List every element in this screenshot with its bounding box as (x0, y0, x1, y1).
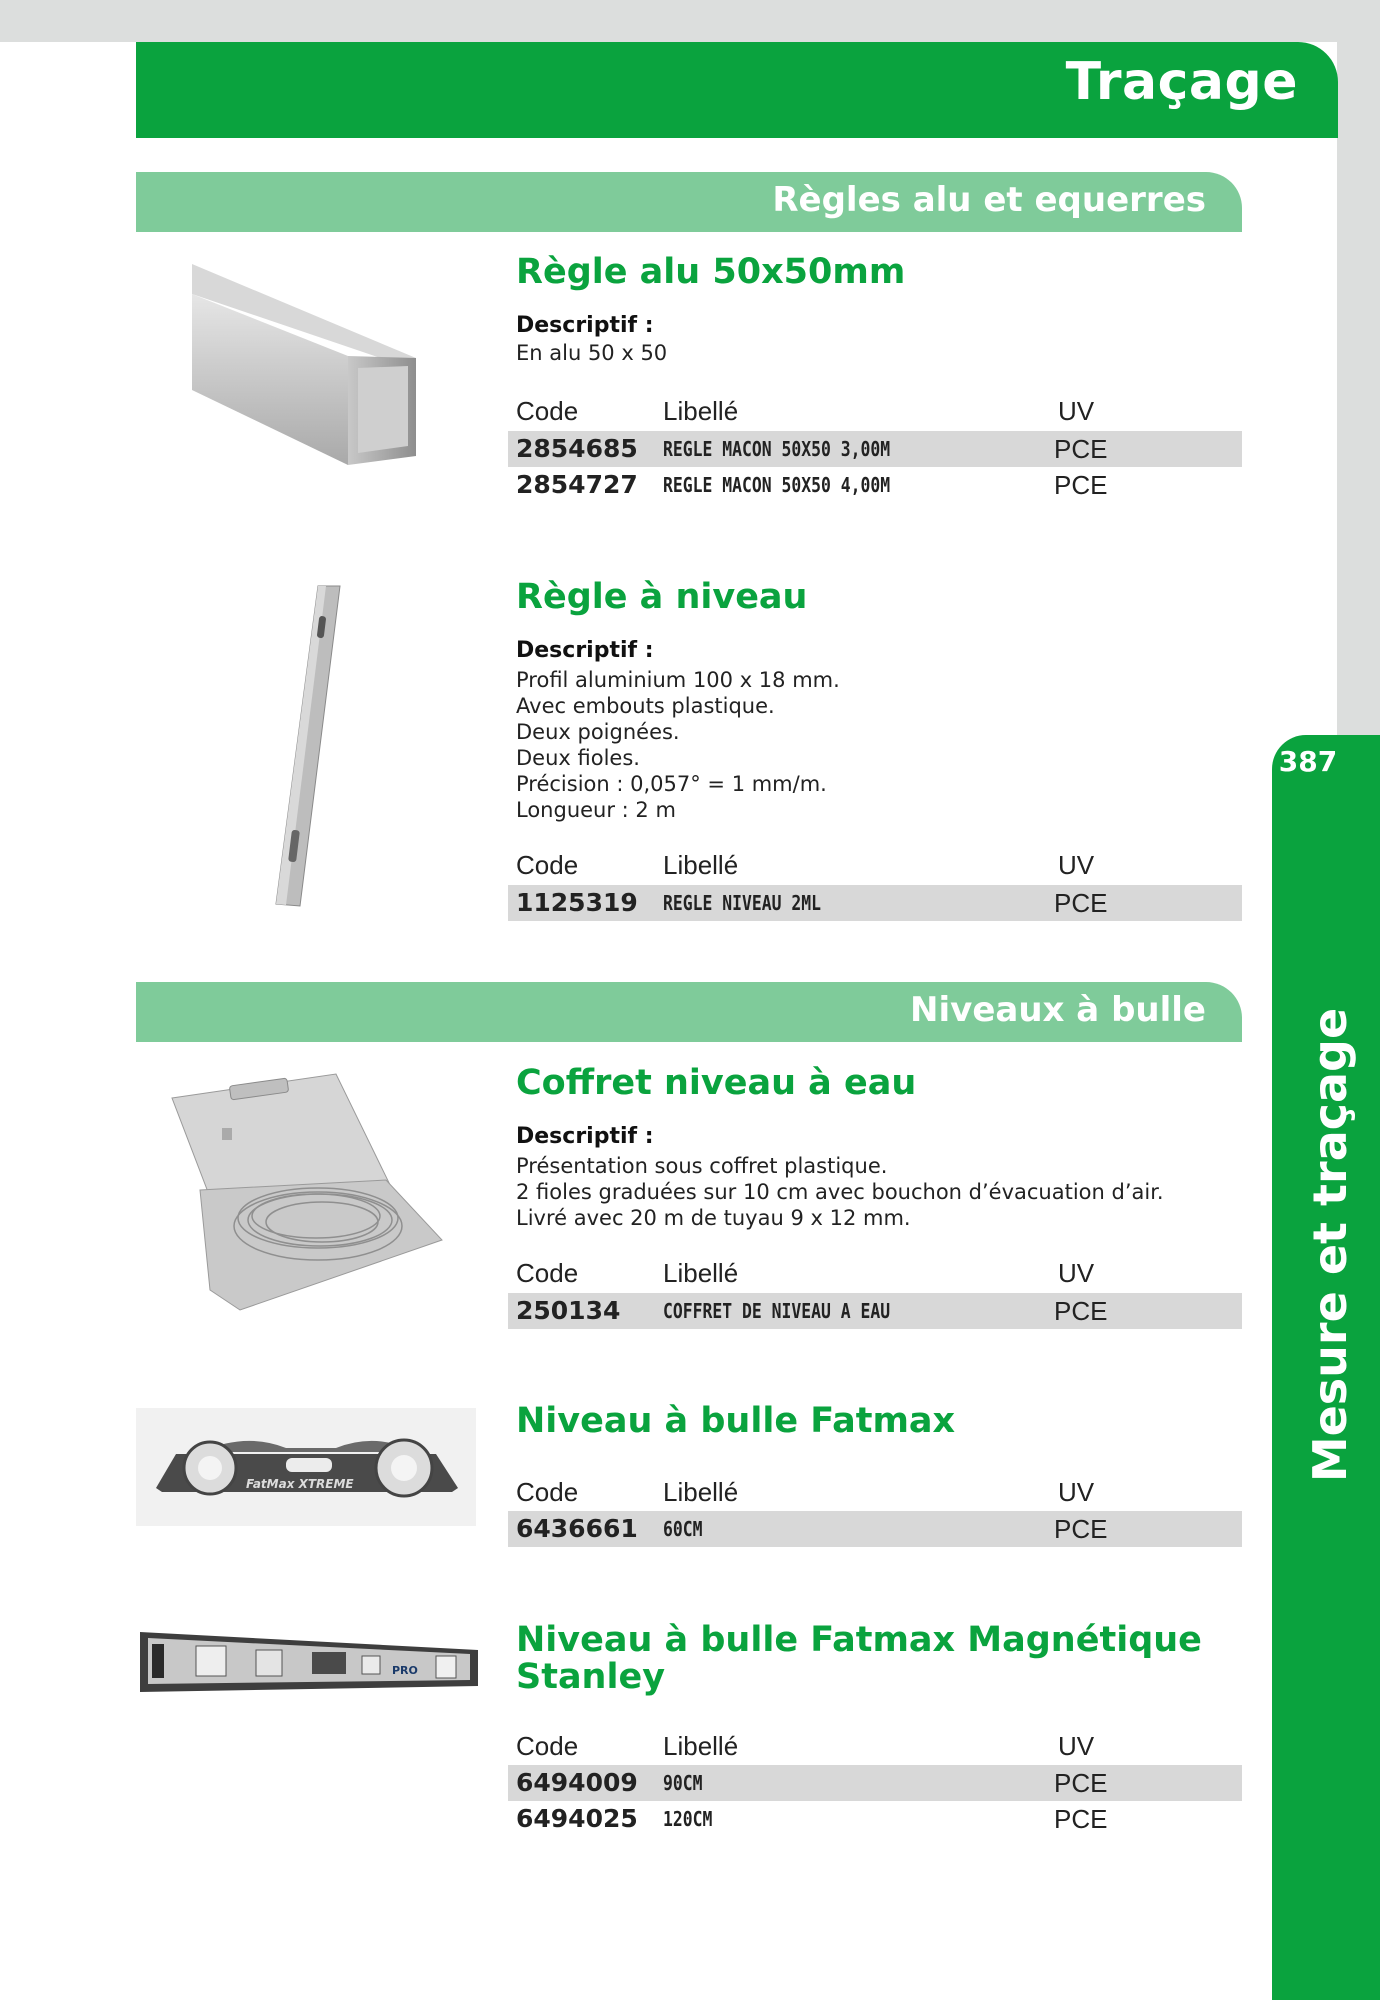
cell-code: 6494009 (516, 1768, 638, 1797)
table-header (516, 1477, 1241, 1509)
col-uv: UV (1058, 1731, 1095, 1761)
cell-code: 1125319 (516, 888, 638, 917)
descriptif-line: Livré avec 20 m de tuyau 9 x 12 mm. (516, 1206, 911, 1230)
descriptif-line: Deux fioles. (516, 746, 640, 770)
product-title-fatmax-magnetique (516, 1622, 1202, 1696)
level-rule-image (268, 582, 348, 910)
col-libelle: Libellé (663, 1731, 739, 1761)
col-code: Code (516, 1477, 579, 1507)
section-header-niveaux (136, 982, 1242, 1042)
descriptif-line: Avec embouts plastique. (516, 694, 775, 718)
descriptif-line: Précision : 0,057° = 1 mm/m. (516, 772, 827, 796)
col-libelle: Libellé (663, 396, 739, 426)
table-row (508, 1801, 1242, 1837)
cell-libelle: REGLE NIVEAU 2ML (663, 891, 821, 915)
right-margin-strip (1337, 0, 1380, 740)
cell-code: 6436661 (516, 1514, 638, 1543)
table-row (508, 1765, 1242, 1801)
table-header (516, 1731, 1241, 1763)
table-header (516, 1258, 1241, 1290)
chapter-title: Mesure et traçage (1303, 1007, 1357, 1483)
descriptif-label: Descriptif : (516, 638, 654, 663)
descriptif-line: En alu 50 x 50 (516, 341, 668, 365)
col-code: Code (516, 850, 579, 880)
product-title-regle-alu: Règle alu 50x50mm (516, 252, 906, 292)
fatmax-brand-text: FatMax XTREME (246, 1477, 354, 1491)
col-code: Code (516, 1731, 579, 1761)
square-tube-image (186, 260, 422, 470)
descriptif-line: Deux poignées. (516, 720, 680, 744)
descriptif-line: Longueur : 2 m (516, 798, 676, 822)
col-libelle: Libellé (663, 1258, 739, 1288)
cell-uv: PCE (1054, 888, 1108, 918)
descriptif-label: Descriptif : (516, 313, 654, 338)
cell-uv: PCE (1054, 1804, 1108, 1834)
stanley-magnetic-level-image (136, 1626, 482, 1696)
table-row (508, 467, 1242, 503)
table-row (508, 1511, 1242, 1547)
fatmax-level-image (136, 1408, 476, 1526)
water-level-case-image (170, 1070, 450, 1316)
descriptif-line: 2 fioles graduées sur 10 cm avec bouchon d’évacuation d’air. (516, 1180, 1164, 1204)
cell-uv: PCE (1054, 1768, 1108, 1798)
top-margin-strip (0, 0, 1380, 42)
table-row (508, 885, 1242, 921)
product-title-regle-niveau: Règle à niveau (516, 577, 808, 617)
table-header (516, 850, 1241, 882)
col-code: Code (516, 396, 579, 426)
descriptif-text (516, 340, 667, 366)
table-row (508, 1293, 1242, 1329)
page-number: 387 (1278, 745, 1338, 778)
cell-libelle: REGLE MACON 50X50 3,00M (663, 437, 891, 461)
cell-libelle: REGLE MACON 50X50 4,00M (663, 473, 891, 497)
cell-libelle: 120CM (663, 1807, 713, 1831)
col-uv: UV (1058, 850, 1095, 880)
descriptif-line: Présentation sous coffret plastique. (516, 1154, 888, 1178)
cell-code: 6494025 (516, 1804, 638, 1833)
cell-code: 2854727 (516, 470, 638, 499)
cell-uv: PCE (1054, 1296, 1108, 1326)
col-code: Code (516, 1258, 579, 1288)
table-header (516, 396, 1241, 428)
stanley-brand-text: PRO (392, 1664, 418, 1677)
cell-uv: PCE (1054, 1514, 1108, 1544)
product-title-coffret: Coffret niveau à eau (516, 1063, 917, 1103)
section-label: Règles alu et equerres (772, 180, 1206, 220)
section-label: Niveaux à bulle (910, 990, 1206, 1030)
cell-uv: PCE (1054, 434, 1108, 464)
col-uv: UV (1058, 1258, 1095, 1288)
descriptif-text (516, 1153, 1164, 1231)
descriptif-text (516, 667, 840, 823)
cell-libelle: 60CM (663, 1517, 703, 1541)
col-uv: UV (1058, 396, 1095, 426)
col-libelle: Libellé (663, 1477, 739, 1507)
col-libelle: Libellé (663, 850, 739, 880)
cell-code: 2854685 (516, 434, 638, 463)
page-header (136, 42, 1338, 138)
descriptif-label: Descriptif : (516, 1124, 654, 1149)
cell-libelle: 90CM (663, 1771, 703, 1795)
chapter-side-tab (1272, 735, 1380, 2000)
product-title-fatmax: Niveau à bulle Fatmax (516, 1401, 956, 1441)
table-row (508, 431, 1242, 467)
descriptif-line: Profil aluminium 100 x 18 mm. (516, 668, 840, 692)
page-title: Traçage (1065, 52, 1298, 112)
section-header-regles (136, 172, 1242, 232)
cell-libelle: COFFRET DE NIVEAU A EAU (663, 1299, 891, 1323)
title-line: Stanley (516, 1657, 666, 1697)
cell-uv: PCE (1054, 470, 1108, 500)
col-uv: UV (1058, 1477, 1095, 1507)
title-line: Niveau à bulle Fatmax Magnétique (516, 1620, 1202, 1660)
cell-code: 250134 (516, 1296, 621, 1325)
